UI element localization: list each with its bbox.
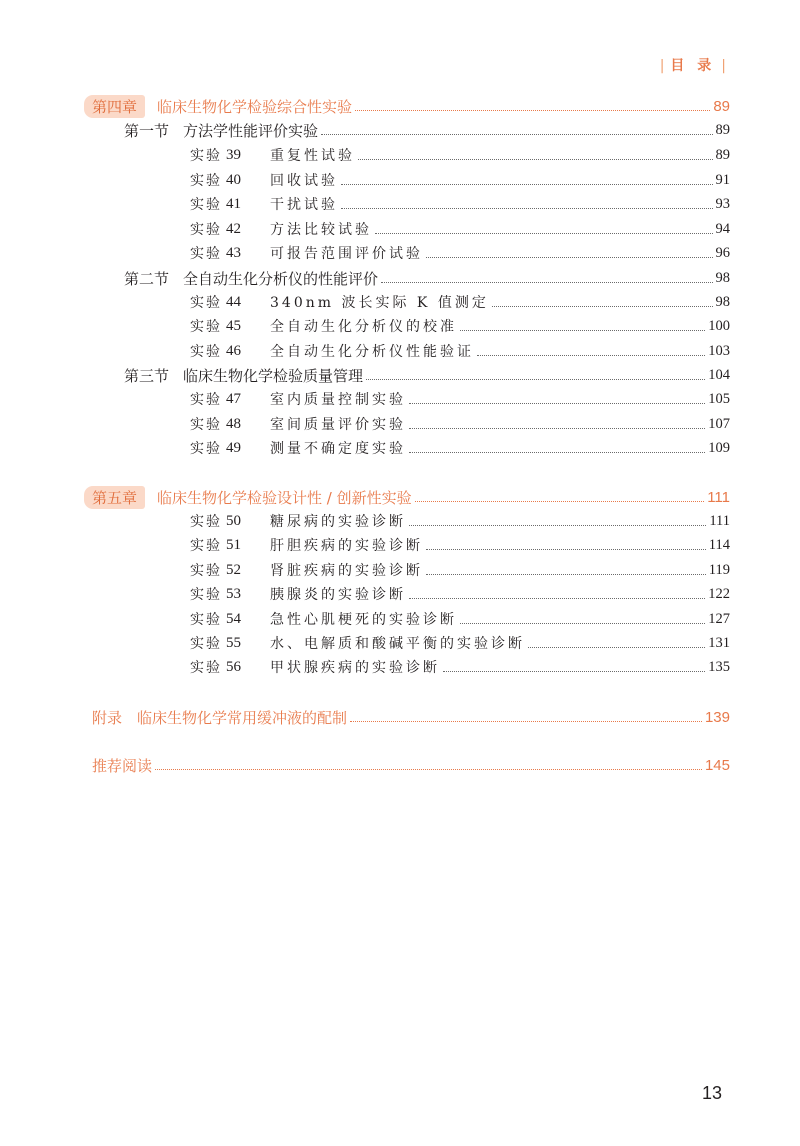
section-number: 第一节 (124, 121, 170, 140)
dot-leader (375, 233, 713, 234)
experiment-title: 急性心肌梗死的实验诊断 (270, 612, 457, 628)
experiment-title: 甲状腺疾病的实验诊断 (270, 660, 440, 676)
experiment-title: 可报告范围评价试验 (270, 246, 423, 262)
toc-entry-experiment[interactable] (190, 387, 730, 411)
experiment-label (190, 584, 406, 604)
experiment-number: 42 (226, 220, 241, 237)
dot-leader (426, 549, 706, 550)
experiment-number: 50 (226, 512, 241, 529)
toc-entry-experiment[interactable] (190, 314, 730, 338)
experiment-number: 41 (226, 195, 241, 212)
dot-leader (341, 184, 713, 185)
experiment-label (190, 243, 423, 263)
experiment-label (190, 219, 372, 239)
dot-leader (528, 647, 705, 648)
toc-entry-section[interactable] (124, 363, 730, 387)
page-ref: 109 (708, 439, 730, 456)
experiment-number: 55 (226, 634, 241, 651)
experiment-prefix: 实验 (190, 148, 222, 164)
toc-entry-experiment[interactable] (190, 168, 730, 192)
page-ref: 104 (708, 366, 730, 383)
chapter-title: 临床生物化学检验设计性 / 创新性实验 (157, 488, 412, 507)
experiment-title: 干扰试验 (270, 197, 338, 213)
experiment-prefix: 实验 (190, 441, 222, 457)
experiment-prefix: 实验 (190, 660, 222, 676)
experiment-title: 全自动生化分析仪性能验证 (270, 344, 474, 360)
chapter-badge: 第五章 (84, 486, 145, 509)
experiment-label (190, 341, 474, 361)
toc-entry-experiment[interactable] (190, 339, 730, 363)
page-ref: 139 (704, 708, 730, 726)
experiment-number: 47 (226, 390, 241, 407)
experiment-label (190, 609, 457, 629)
experiment-label (190, 657, 440, 677)
dot-leader (409, 428, 705, 429)
page-ref: 94 (715, 220, 730, 237)
toc-entry-chapter[interactable] (84, 485, 730, 509)
experiment-label (190, 292, 489, 312)
experiment-prefix: 实验 (190, 295, 222, 311)
toc-entry-chapter[interactable] (84, 94, 730, 118)
chapter-badge: 第四章 (84, 95, 145, 118)
toc-entry-experiment[interactable] (190, 436, 730, 460)
experiment-prefix: 实验 (190, 197, 222, 213)
experiment-title: 340nm 波长实际 K 值测定 (270, 295, 489, 311)
experiment-number: 44 (226, 293, 241, 310)
section-label (124, 365, 363, 386)
dot-leader (426, 574, 706, 575)
page-ref: 96 (715, 244, 730, 261)
toc-entry-experiment[interactable] (190, 582, 730, 606)
experiment-prefix: 实验 (190, 587, 222, 603)
experiment-prefix: 实验 (190, 319, 222, 335)
page-ref: 89 (715, 121, 730, 138)
toc-entry-experiment[interactable] (190, 607, 730, 631)
page-ref: 98 (715, 293, 730, 310)
toc-entry-experiment[interactable] (190, 533, 730, 557)
dot-leader (492, 306, 713, 307)
dot-leader (409, 452, 705, 453)
dot-leader (415, 501, 705, 502)
experiment-title: 水、电解质和酸碱平衡的实验诊断 (270, 636, 525, 652)
toc-entry-experiment[interactable] (190, 412, 730, 436)
experiment-title: 全自动生化分析仪的校准 (270, 319, 457, 335)
experiment-number: 48 (226, 415, 241, 432)
dot-leader (355, 110, 710, 111)
page-ref: 89 (715, 146, 730, 163)
toc-entry-section[interactable] (124, 266, 730, 290)
section-number: 第三节 (124, 366, 170, 385)
page-ref: 107 (708, 415, 730, 432)
section-title: 临床生物化学检验质量管理 (183, 366, 364, 385)
experiment-label (190, 389, 406, 409)
page-ref: 89 (713, 97, 730, 115)
experiment-number: 53 (226, 585, 241, 602)
experiment-title: 肾脏疾病的实验诊断 (270, 563, 423, 579)
dot-leader (155, 769, 702, 770)
experiment-title: 肝胆疾病的实验诊断 (270, 538, 423, 554)
experiment-prefix: 实验 (190, 246, 222, 262)
toc-entry-experiment[interactable] (190, 217, 730, 241)
page-ref: 145 (704, 756, 730, 774)
dot-leader (366, 379, 705, 380)
dot-leader (321, 134, 712, 135)
experiment-title: 室间质量评价实验 (270, 417, 406, 433)
experiment-label (190, 145, 355, 165)
experiment-label (190, 194, 338, 214)
page-ref: 114 (708, 536, 730, 553)
toc-entry-section[interactable] (124, 118, 730, 142)
experiment-prefix: 实验 (190, 173, 222, 189)
experiment-label (190, 316, 457, 336)
experiment-prefix: 实验 (190, 392, 222, 408)
page-ref: 93 (715, 195, 730, 212)
toc-entry-experiment[interactable] (190, 192, 730, 216)
experiment-title: 糖尿病的实验诊断 (270, 514, 406, 530)
section-label (124, 120, 318, 141)
experiment-prefix: 实验 (190, 636, 222, 652)
section-title: 方法学性能评价实验 (183, 121, 319, 140)
experiment-title: 重复性试验 (270, 148, 355, 164)
dot-leader (341, 208, 713, 209)
experiment-prefix: 实验 (190, 514, 222, 530)
experiment-number: 52 (226, 561, 241, 578)
toc-entry-reading-label (92, 755, 152, 776)
toc-entry-experiment[interactable] (190, 290, 730, 314)
toc-entry-experiment[interactable] (190, 143, 730, 167)
experiment-label (190, 511, 406, 531)
dot-leader (409, 525, 706, 526)
section-number: 第二节 (124, 269, 170, 288)
toc-entry-experiment[interactable] (190, 558, 730, 582)
dot-leader (381, 282, 712, 283)
toc-entry-experiment[interactable] (190, 509, 730, 533)
dot-leader (460, 330, 705, 331)
experiment-number: 54 (226, 610, 241, 627)
dot-leader (443, 671, 705, 672)
experiment-title: 室内质量控制实验 (270, 392, 406, 408)
experiment-prefix: 实验 (190, 612, 222, 628)
page-ref: 119 (708, 561, 730, 578)
experiment-prefix: 实验 (190, 563, 222, 579)
chapter-label (84, 95, 352, 118)
toc-entry-reading[interactable] (92, 753, 730, 777)
page-ref: 111 (707, 488, 730, 506)
toc-entry-appendix[interactable] (92, 705, 730, 729)
experiment-title: 方法比较试验 (270, 222, 372, 238)
dot-leader (358, 159, 713, 160)
page-number: 13 (701, 1083, 722, 1103)
experiment-number: 56 (226, 658, 241, 675)
page-ref: 111 (709, 512, 730, 529)
experiment-number: 39 (226, 146, 241, 163)
experiment-number: 51 (226, 536, 241, 553)
chapter-label (84, 486, 412, 509)
experiment-label (190, 535, 423, 555)
experiment-prefix: 实验 (190, 417, 222, 433)
page-ref: 91 (715, 171, 730, 188)
page-ref: 135 (708, 658, 730, 675)
experiment-number: 49 (226, 439, 241, 456)
page-ref: 98 (715, 269, 730, 286)
experiment-label (190, 438, 406, 458)
experiment-label (190, 560, 423, 580)
experiment-title: 胰腺炎的实验诊断 (270, 587, 406, 603)
experiment-title: 测量不确定度实验 (270, 441, 406, 457)
dot-leader (409, 598, 705, 599)
experiment-prefix: 实验 (190, 538, 222, 554)
dot-leader (426, 257, 713, 258)
section-label (124, 268, 378, 289)
dot-leader (409, 403, 705, 404)
page-ref: 131 (708, 634, 730, 651)
experiment-label (190, 170, 338, 190)
experiment-number: 40 (226, 171, 241, 188)
experiment-prefix: 实验 (190, 344, 222, 360)
experiment-prefix: 实验 (190, 222, 222, 238)
chapter-title: 临床生物化学检验综合性实验 (157, 97, 353, 116)
page-ref: 103 (708, 342, 730, 359)
toc-header: | 目 录 | (659, 58, 726, 74)
dot-leader (477, 355, 705, 356)
experiment-number: 46 (226, 342, 241, 359)
experiment-label (190, 633, 525, 653)
toc-entry-experiment[interactable] (190, 655, 730, 679)
dot-leader (350, 721, 702, 722)
page-ref: 122 (708, 585, 730, 602)
experiment-title: 回收试验 (270, 173, 338, 189)
toc-header-title: 目 录 (670, 58, 716, 74)
toc-entry-appendix-title: 附录 临床生物化学常用缓冲液的配制 (92, 708, 348, 727)
toc-entry-reading-title: 推荐阅读 (92, 756, 153, 775)
toc-entry-appendix-label (92, 707, 347, 728)
page-ref: 100 (708, 317, 730, 334)
section-title: 全自动生化分析仪的性能评价 (183, 269, 379, 288)
toc-entry-experiment[interactable] (190, 241, 730, 265)
experiment-number: 45 (226, 317, 241, 334)
dot-leader (460, 623, 705, 624)
experiment-number: 43 (226, 244, 241, 261)
experiment-label (190, 414, 406, 434)
page-ref: 127 (708, 610, 730, 627)
toc-entry-experiment[interactable] (190, 631, 730, 655)
page-ref: 105 (708, 390, 730, 407)
